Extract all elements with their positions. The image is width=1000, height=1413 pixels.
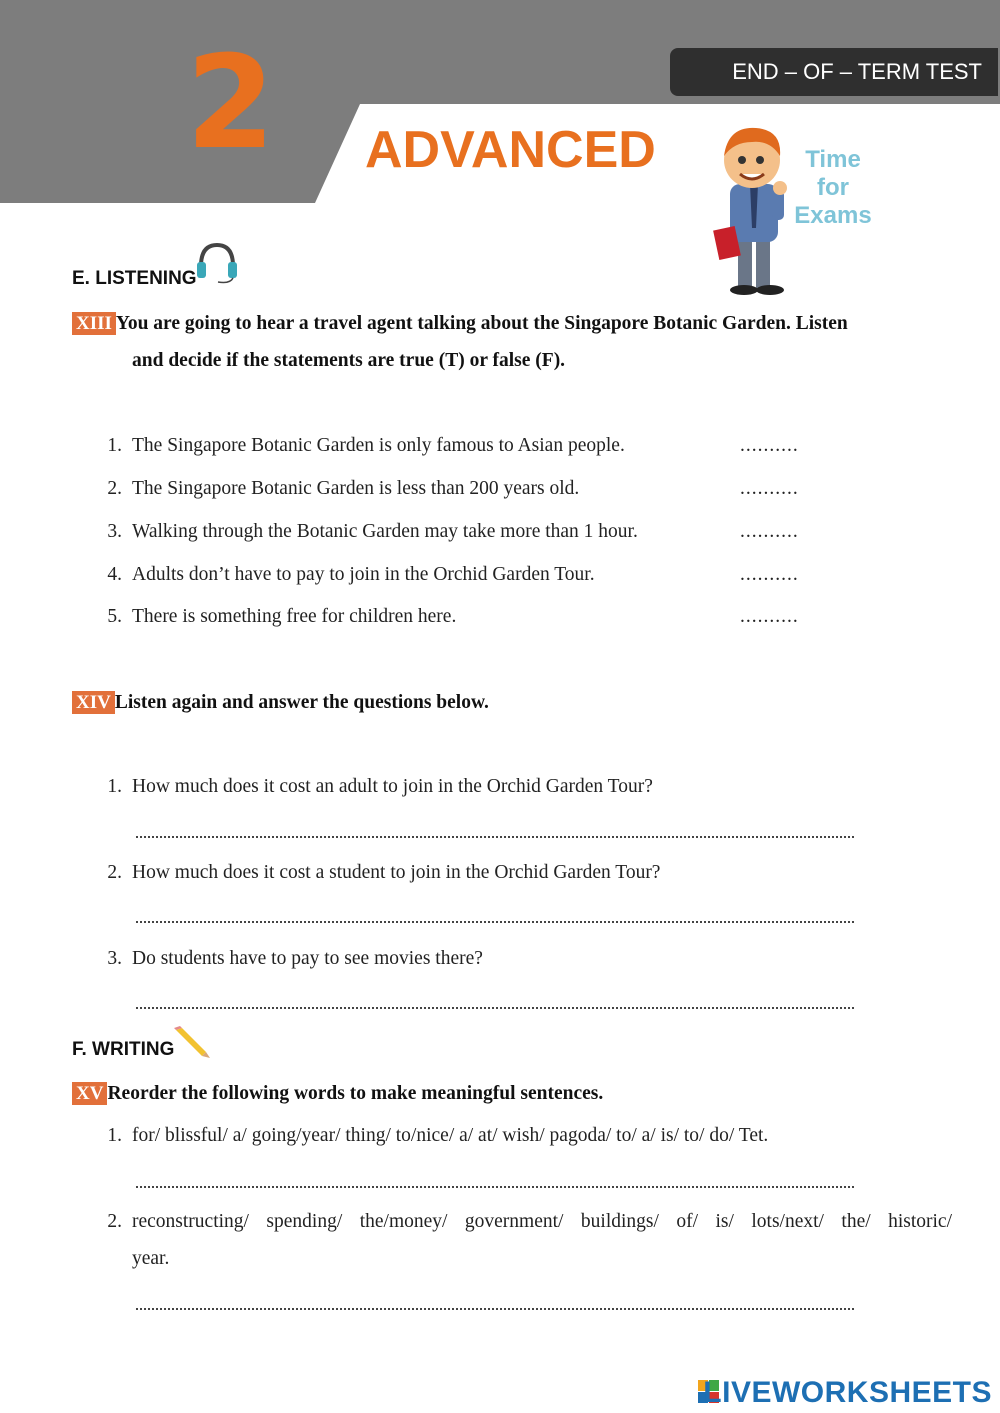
list-item xyxy=(0,521,1000,545)
answer-blank[interactable]: .......... xyxy=(740,564,799,585)
header-left-block xyxy=(0,0,370,203)
instruction-line: Reorder the following words to make meaningful sentences. xyxy=(107,1083,604,1104)
answer-blank[interactable]: .......... xyxy=(740,478,799,499)
item-text: Adults don’t have to pay to join in the Orchid Garden Tour. xyxy=(132,564,595,585)
item-number: 2. xyxy=(107,1211,122,1232)
unit-number: 2 xyxy=(186,29,276,178)
item-number: 3. xyxy=(107,521,122,542)
answer-line[interactable] xyxy=(136,919,854,923)
answer-blank[interactable]: .......... xyxy=(740,521,799,542)
answer-line[interactable] xyxy=(136,1306,854,1310)
exercise-13-badge: XIII xyxy=(72,312,116,335)
list-item xyxy=(0,1125,1000,1149)
pencil-icon xyxy=(172,1026,212,1060)
item-text: How much does it cost an adult to join in the Orchid Garden Tour? xyxy=(132,776,653,797)
exercise-15-badge: XV xyxy=(72,1082,107,1105)
test-title: END – OF – TERM TEST xyxy=(732,59,982,84)
item-number: 2. xyxy=(107,862,122,883)
answer-line[interactable] xyxy=(136,834,854,838)
answer-blank[interactable]: .......... xyxy=(740,435,799,456)
item-text: How much does it cost a student to join in the Orchid Garden Tour? xyxy=(132,862,661,883)
item-number: 5. xyxy=(107,606,122,627)
exercise-13-instruction xyxy=(72,305,962,379)
item-text: There is something free for children here. xyxy=(132,606,457,627)
item-text: The Singapore Botanic Garden is less than 200 years old. xyxy=(132,478,580,499)
exercise-14-badge: XIV xyxy=(72,691,115,714)
section-title-writing: F. WRITING xyxy=(72,1039,175,1060)
list-item xyxy=(0,435,1000,459)
test-title-badge xyxy=(670,48,998,96)
answer-blank[interactable]: .......... xyxy=(740,606,799,627)
section-title-listening: E. LISTENING xyxy=(72,268,197,289)
answer-line[interactable] xyxy=(136,1184,854,1188)
item-number: 4. xyxy=(107,564,122,585)
time-for-exams-label xyxy=(788,146,878,230)
list-item xyxy=(0,948,1000,972)
item-text: Do students have to pay to see movies there? xyxy=(132,948,483,969)
mascot-text-line: Exams xyxy=(794,202,872,229)
list-item xyxy=(0,478,1000,502)
item-text: Walking through the Botanic Garden may take more than 1 hour. xyxy=(132,521,638,542)
list-item xyxy=(0,1211,1000,1235)
item-text: reconstructing/ spending/ the/money/ government/ buildings/ of/ is/ lots/next/ the/ historic/ xyxy=(132,1211,952,1232)
level-title: ADVANCED xyxy=(365,121,656,179)
answer-line[interactable] xyxy=(136,1005,854,1009)
item-number: 1. xyxy=(107,776,122,797)
item-text: for/ blissful/ a/ going/year/ thing/ to/nice/ a/ at/ wish/ pagoda/ to/ a/ is/ to/ do/ Tet. xyxy=(132,1125,769,1146)
item-number: 2. xyxy=(107,478,122,499)
item-number: 3. xyxy=(107,948,122,969)
list-item xyxy=(0,862,1000,886)
exercise-15-instruction xyxy=(72,1075,603,1112)
exercise-14-instruction xyxy=(72,684,489,721)
instruction-line: Listen again and answer the questions below. xyxy=(114,692,489,713)
mascot-text-line: Time xyxy=(805,146,861,173)
item-text-continued: year. xyxy=(132,1248,170,1269)
footer-brand[interactable]: LIVEWORKSHEETS xyxy=(703,1376,992,1409)
list-item xyxy=(0,776,1000,800)
list-item xyxy=(0,564,1000,588)
item-number: 1. xyxy=(107,435,122,456)
item-number: 1. xyxy=(107,1125,122,1146)
item-text: The Singapore Botanic Garden is only famous to Asian people. xyxy=(132,435,625,456)
headphones-icon xyxy=(196,240,238,284)
instruction-line: You are going to hear a travel agent talking about the Singapore Botanic Garden. Listen xyxy=(115,313,848,334)
mascot-text-line: for xyxy=(817,174,849,201)
list-item xyxy=(0,606,1000,630)
instruction-line: and decide if the statements are true (T) or false (F). xyxy=(132,350,566,371)
